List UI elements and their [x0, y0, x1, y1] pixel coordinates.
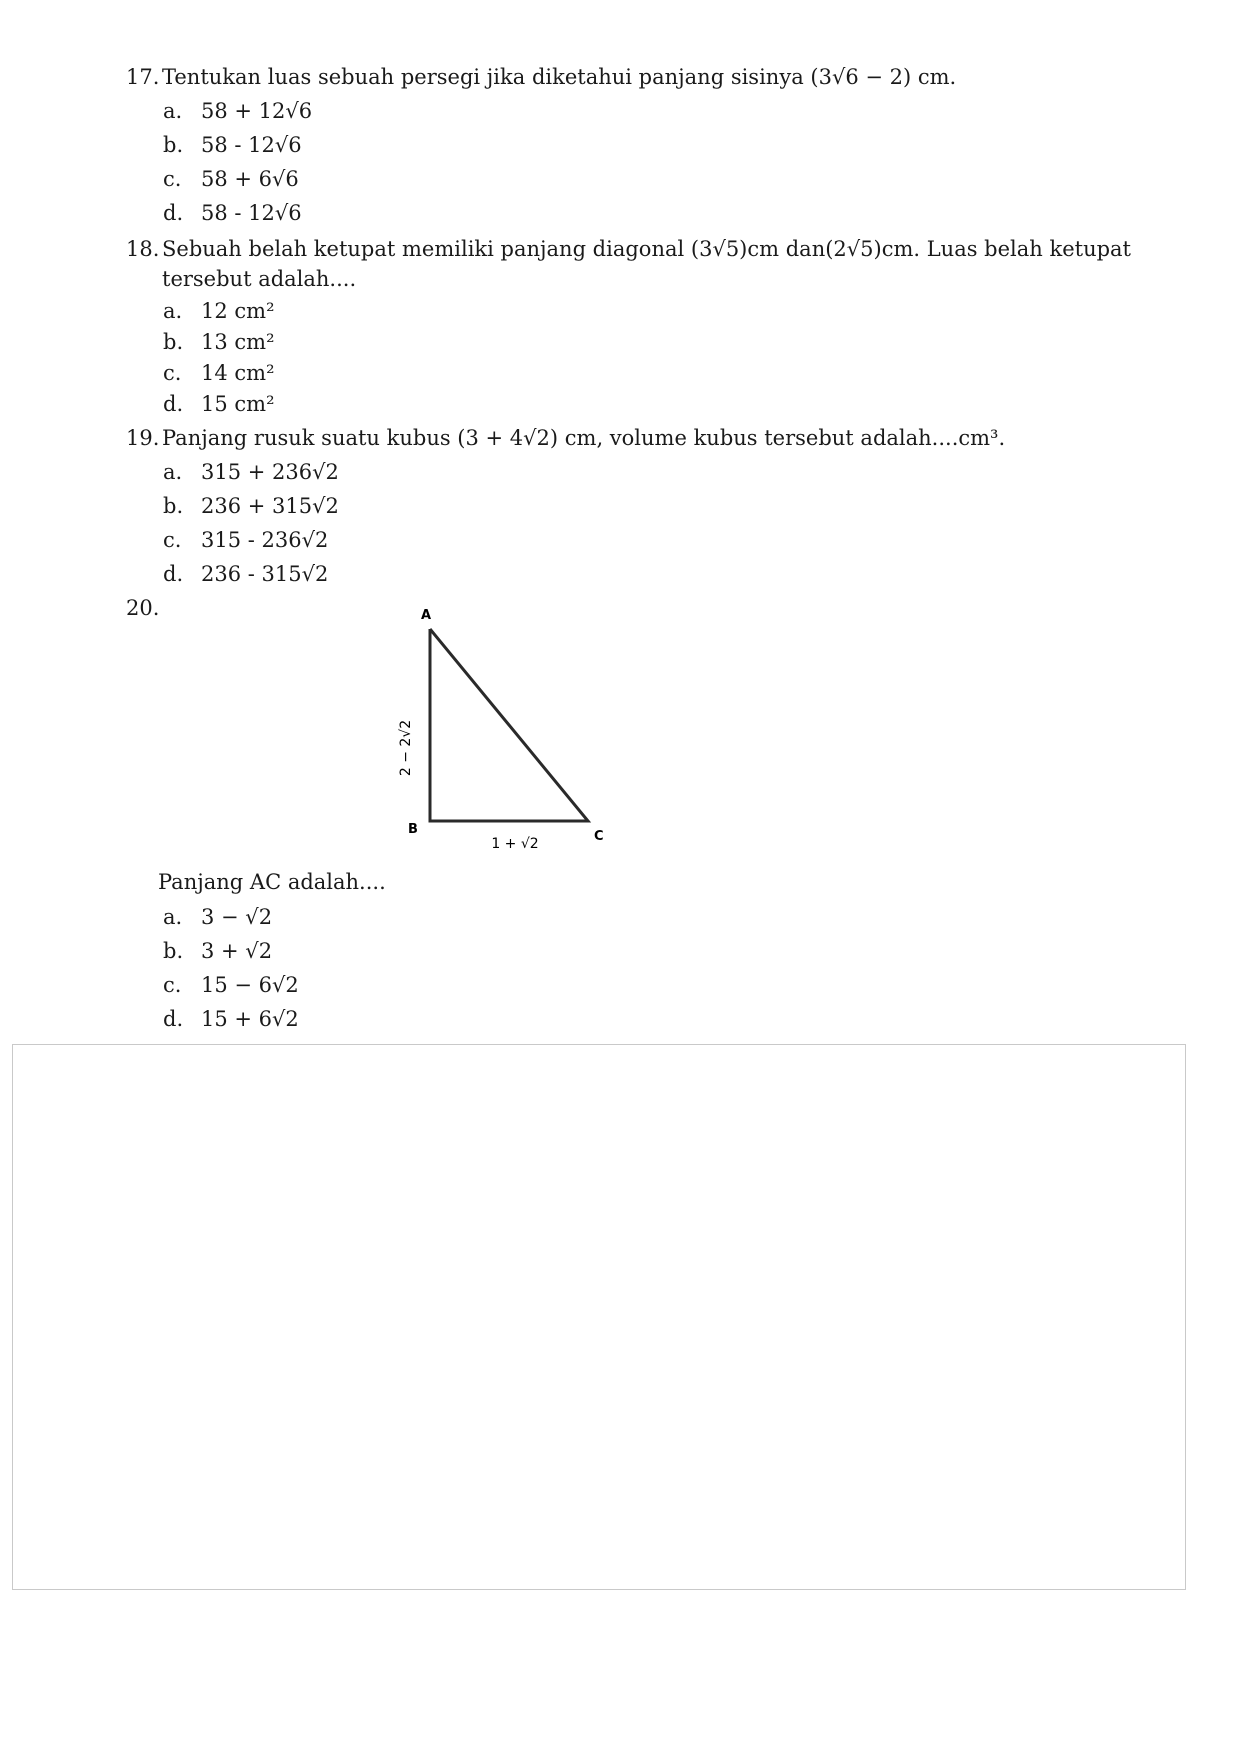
- option-label: c.: [163, 167, 182, 191]
- option-value: 13 cm²: [201, 330, 275, 354]
- option-label: a.: [163, 299, 183, 323]
- vertex-c-label: C: [594, 829, 604, 844]
- side-bc-label: 1 + √2: [491, 836, 539, 852]
- option-label: b.: [163, 939, 184, 963]
- option-label: c.: [163, 361, 182, 385]
- option-label: b.: [163, 330, 184, 354]
- option-label: b.: [163, 494, 184, 518]
- option-label: a.: [163, 99, 183, 123]
- question-number: 20.: [126, 596, 160, 620]
- option-value: 15 cm²: [201, 392, 275, 416]
- question-text: Tentukan luas sebuah persegi jika diketahui panjang sisinya (3√6 − 2) cm.: [162, 65, 957, 89]
- option-label: c.: [163, 973, 182, 997]
- question-text-continued: tersebut adalah....: [162, 267, 357, 291]
- option-value: 58 - 12√6: [201, 201, 302, 225]
- option-label: a.: [163, 905, 183, 929]
- option-value: 14 cm²: [201, 361, 275, 385]
- option-value: 58 + 12√6: [201, 99, 313, 123]
- question-text: Sebuah belah ketupat memiliki panjang diagonal (3√5)cm dan(2√5)cm. Luas belah ketupat: [162, 237, 1131, 261]
- option-label: d.: [163, 392, 184, 416]
- option-label: b.: [163, 133, 184, 157]
- option-value: 3 + √2: [201, 939, 273, 963]
- option-value: 315 - 236√2: [201, 528, 329, 552]
- option-value: 58 + 6√6: [201, 167, 299, 191]
- vertex-b-label: B: [408, 822, 418, 837]
- triangle-abc: [430, 629, 588, 821]
- question-number: 19.: [126, 426, 160, 450]
- option-value: 3 − √2: [201, 905, 273, 929]
- option-label: d.: [163, 201, 184, 225]
- option-value: 236 - 315√2: [201, 562, 329, 586]
- option-value: 315 + 236√2: [201, 460, 339, 484]
- option-value: 58 - 12√6: [201, 133, 302, 157]
- option-label: a.: [163, 460, 183, 484]
- side-ab-label: 2 − 2√2: [398, 719, 414, 777]
- option-value: 12 cm²: [201, 299, 275, 323]
- question-number: 17.: [126, 65, 160, 89]
- option-value: 15 − 6√2: [201, 973, 299, 997]
- option-value: 236 + 315√2: [201, 494, 339, 518]
- right-triangle-figure: [390, 596, 620, 866]
- option-label: d.: [163, 1007, 184, 1031]
- option-label: d.: [163, 562, 184, 586]
- vertex-a-label: A: [421, 608, 432, 623]
- question-text: Panjang rusuk suatu kubus (3 + 4√2) cm, volume kubus tersebut adalah....cm³.: [162, 426, 1006, 450]
- empty-answer-box: [12, 1044, 1186, 1590]
- option-label: c.: [163, 528, 182, 552]
- question-number: 18.: [126, 237, 160, 261]
- option-value: 15 + 6√2: [201, 1007, 299, 1031]
- question-20-prompt: Panjang AC adalah....: [158, 870, 386, 894]
